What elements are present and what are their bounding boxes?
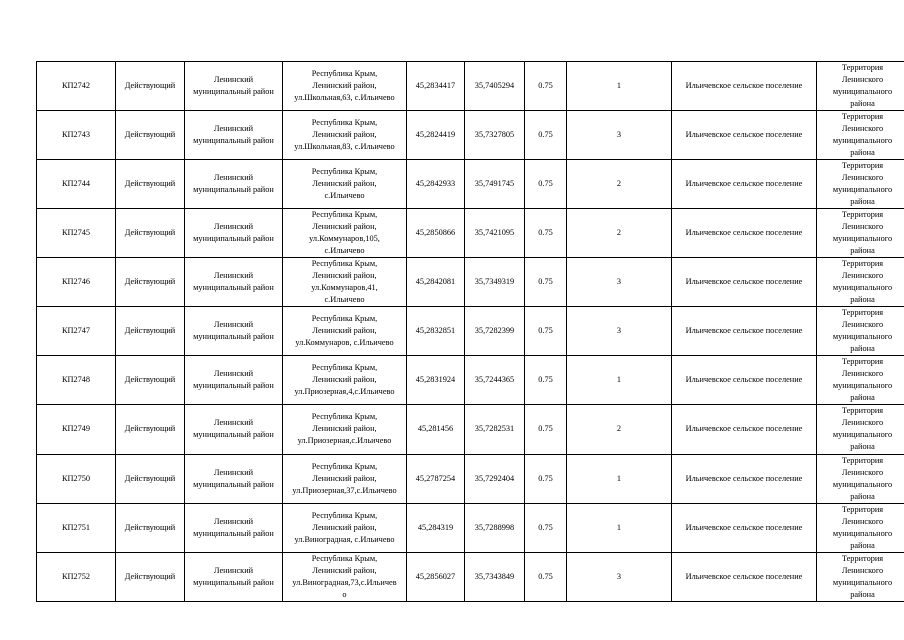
address-cell: Республика Крым, Ленинский район, ул.Коммунаров,41, с.Ильичево	[283, 258, 407, 307]
code-cell: КП2751	[37, 503, 116, 552]
longitude-cell: 35,7282531	[465, 405, 525, 454]
longitude-cell: 35,7292404	[465, 454, 525, 503]
longitude-cell: 35,7491745	[465, 160, 525, 209]
address-cell: Республика Крым, Ленинский район, ул.Школьная,83, с.Ильичево	[283, 111, 407, 160]
district-cell: Ленинский муниципальный район	[185, 209, 283, 258]
registry-rows	[37, 62, 904, 602]
latitude-cell: 45,2842933	[407, 160, 465, 209]
table-row	[37, 503, 904, 552]
latitude-cell: 45,281456	[407, 405, 465, 454]
territory-cell: Территория Ленинского муниципального района	[817, 552, 904, 601]
status-cell: Действующий	[116, 62, 185, 111]
settlement-cell: Ильичевское сельское поселение	[672, 552, 817, 601]
value-cell: 0.75	[525, 62, 567, 111]
table-row	[37, 552, 904, 601]
territory-cell: Территория Ленинского муниципального района	[817, 209, 904, 258]
value-cell: 0.75	[525, 454, 567, 503]
address-cell: Республика Крым, Ленинский район, ул.Виноградная,73,с.Ильичев о	[283, 552, 407, 601]
latitude-cell: 45,2824419	[407, 111, 465, 160]
value-cell: 0.75	[525, 405, 567, 454]
table-row	[37, 356, 904, 405]
longitude-cell: 35,7288998	[465, 503, 525, 552]
address-cell: Республика Крым, Ленинский район, ул.Школьная,63, с.Ильичево	[283, 62, 407, 111]
territory-cell: Территория Ленинского муниципального района	[817, 111, 904, 160]
status-cell: Действующий	[116, 454, 185, 503]
count-cell: 2	[567, 209, 672, 258]
registry-table	[36, 61, 904, 602]
territory-cell: Территория Ленинского муниципального района	[817, 307, 904, 356]
district-cell: Ленинский муниципальный район	[185, 307, 283, 356]
district-cell: Ленинский муниципальный район	[185, 405, 283, 454]
table-row	[37, 209, 904, 258]
district-cell: Ленинский муниципальный район	[185, 552, 283, 601]
status-cell: Действующий	[116, 307, 185, 356]
settlement-cell: Ильичевское сельское поселение	[672, 503, 817, 552]
district-cell: Ленинский муниципальный район	[185, 454, 283, 503]
status-cell: Действующий	[116, 111, 185, 160]
value-cell: 0.75	[525, 503, 567, 552]
district-cell: Ленинский муниципальный район	[185, 111, 283, 160]
status-cell: Действующий	[116, 209, 185, 258]
latitude-cell: 45,2832851	[407, 307, 465, 356]
longitude-cell: 35,7405294	[465, 62, 525, 111]
address-cell: Республика Крым, Ленинский район, ул.Приозерная,с.Ильичево	[283, 405, 407, 454]
settlement-cell: Ильичевское сельское поселение	[672, 356, 817, 405]
district-cell: Ленинский муниципальный район	[185, 356, 283, 405]
code-cell: КП2748	[37, 356, 116, 405]
value-cell: 0.75	[525, 307, 567, 356]
status-cell: Действующий	[116, 405, 185, 454]
count-cell: 1	[567, 503, 672, 552]
district-cell: Ленинский муниципальный район	[185, 258, 283, 307]
value-cell: 0.75	[525, 552, 567, 601]
code-cell: КП2752	[37, 552, 116, 601]
settlement-cell: Ильичевское сельское поселение	[672, 454, 817, 503]
settlement-cell: Ильичевское сельское поселение	[672, 405, 817, 454]
territory-cell: Территория Ленинского муниципального района	[817, 503, 904, 552]
address-cell: Республика Крым, Ленинский район, ул.Коммунаров,105, с.Ильичево	[283, 209, 407, 258]
count-cell: 2	[567, 160, 672, 209]
address-cell: Республика Крым, Ленинский район, ул.Приозерная,4,с.Ильичево	[283, 356, 407, 405]
latitude-cell: 45,2831924	[407, 356, 465, 405]
count-cell: 1	[567, 454, 672, 503]
address-cell: Республика Крым, Ленинский район, ул.Коммунаров, с.Ильичево	[283, 307, 407, 356]
longitude-cell: 35,7349319	[465, 258, 525, 307]
table-row	[37, 160, 904, 209]
settlement-cell: Ильичевское сельское поселение	[672, 209, 817, 258]
district-cell: Ленинский муниципальный район	[185, 160, 283, 209]
count-cell: 1	[567, 62, 672, 111]
settlement-cell: Ильичевское сельское поселение	[672, 307, 817, 356]
district-cell: Ленинский муниципальный район	[185, 503, 283, 552]
status-cell: Действующий	[116, 160, 185, 209]
district-cell: Ленинский муниципальный район	[185, 62, 283, 111]
status-cell: Действующий	[116, 503, 185, 552]
table-row	[37, 111, 904, 160]
value-cell: 0.75	[525, 356, 567, 405]
territory-cell: Территория Ленинского муниципального района	[817, 454, 904, 503]
latitude-cell: 45,2856027	[407, 552, 465, 601]
value-cell: 0.75	[525, 111, 567, 160]
address-cell: Республика Крым, Ленинский район, с.Ильичево	[283, 160, 407, 209]
code-cell: КП2744	[37, 160, 116, 209]
table-row	[37, 454, 904, 503]
count-cell: 3	[567, 307, 672, 356]
code-cell: КП2742	[37, 62, 116, 111]
status-cell: Действующий	[116, 356, 185, 405]
latitude-cell: 45,2842081	[407, 258, 465, 307]
latitude-cell: 45,2850866	[407, 209, 465, 258]
value-cell: 0.75	[525, 209, 567, 258]
settlement-cell: Ильичевское сельское поселение	[672, 111, 817, 160]
longitude-cell: 35,7282399	[465, 307, 525, 356]
latitude-cell: 45,284319	[407, 503, 465, 552]
count-cell: 1	[567, 356, 672, 405]
territory-cell: Территория Ленинского муниципального района	[817, 62, 904, 111]
territory-cell: Территория Ленинского муниципального района	[817, 258, 904, 307]
territory-cell: Территория Ленинского муниципального района	[817, 160, 904, 209]
settlement-cell: Ильичевское сельское поселение	[672, 62, 817, 111]
code-cell: КП2750	[37, 454, 116, 503]
count-cell: 3	[567, 552, 672, 601]
code-cell: КП2747	[37, 307, 116, 356]
longitude-cell: 35,7327805	[465, 111, 525, 160]
longitude-cell: 35,7343849	[465, 552, 525, 601]
value-cell: 0.75	[525, 258, 567, 307]
value-cell: 0.75	[525, 160, 567, 209]
count-cell: 3	[567, 258, 672, 307]
table-row	[37, 62, 904, 111]
longitude-cell: 35,7244365	[465, 356, 525, 405]
settlement-cell: Ильичевское сельское поселение	[672, 258, 817, 307]
table-row	[37, 307, 904, 356]
address-cell: Республика Крым, Ленинский район, ул.Приозерная,37,с.Ильичево	[283, 454, 407, 503]
status-cell: Действующий	[116, 552, 185, 601]
settlement-cell: Ильичевское сельское поселение	[672, 160, 817, 209]
table-row	[37, 258, 904, 307]
code-cell: КП2745	[37, 209, 116, 258]
latitude-cell: 45,2834417	[407, 62, 465, 111]
code-cell: КП2743	[37, 111, 116, 160]
count-cell: 3	[567, 111, 672, 160]
longitude-cell: 35,7421095	[465, 209, 525, 258]
status-cell: Действующий	[116, 258, 185, 307]
latitude-cell: 45,2787254	[407, 454, 465, 503]
address-cell: Республика Крым, Ленинский район, ул.Виноградная, с.Ильичево	[283, 503, 407, 552]
count-cell: 2	[567, 405, 672, 454]
code-cell: КП2746	[37, 258, 116, 307]
table-row	[37, 405, 904, 454]
code-cell: КП2749	[37, 405, 116, 454]
territory-cell: Территория Ленинского муниципального района	[817, 356, 904, 405]
territory-cell: Территория Ленинского муниципального района	[817, 405, 904, 454]
